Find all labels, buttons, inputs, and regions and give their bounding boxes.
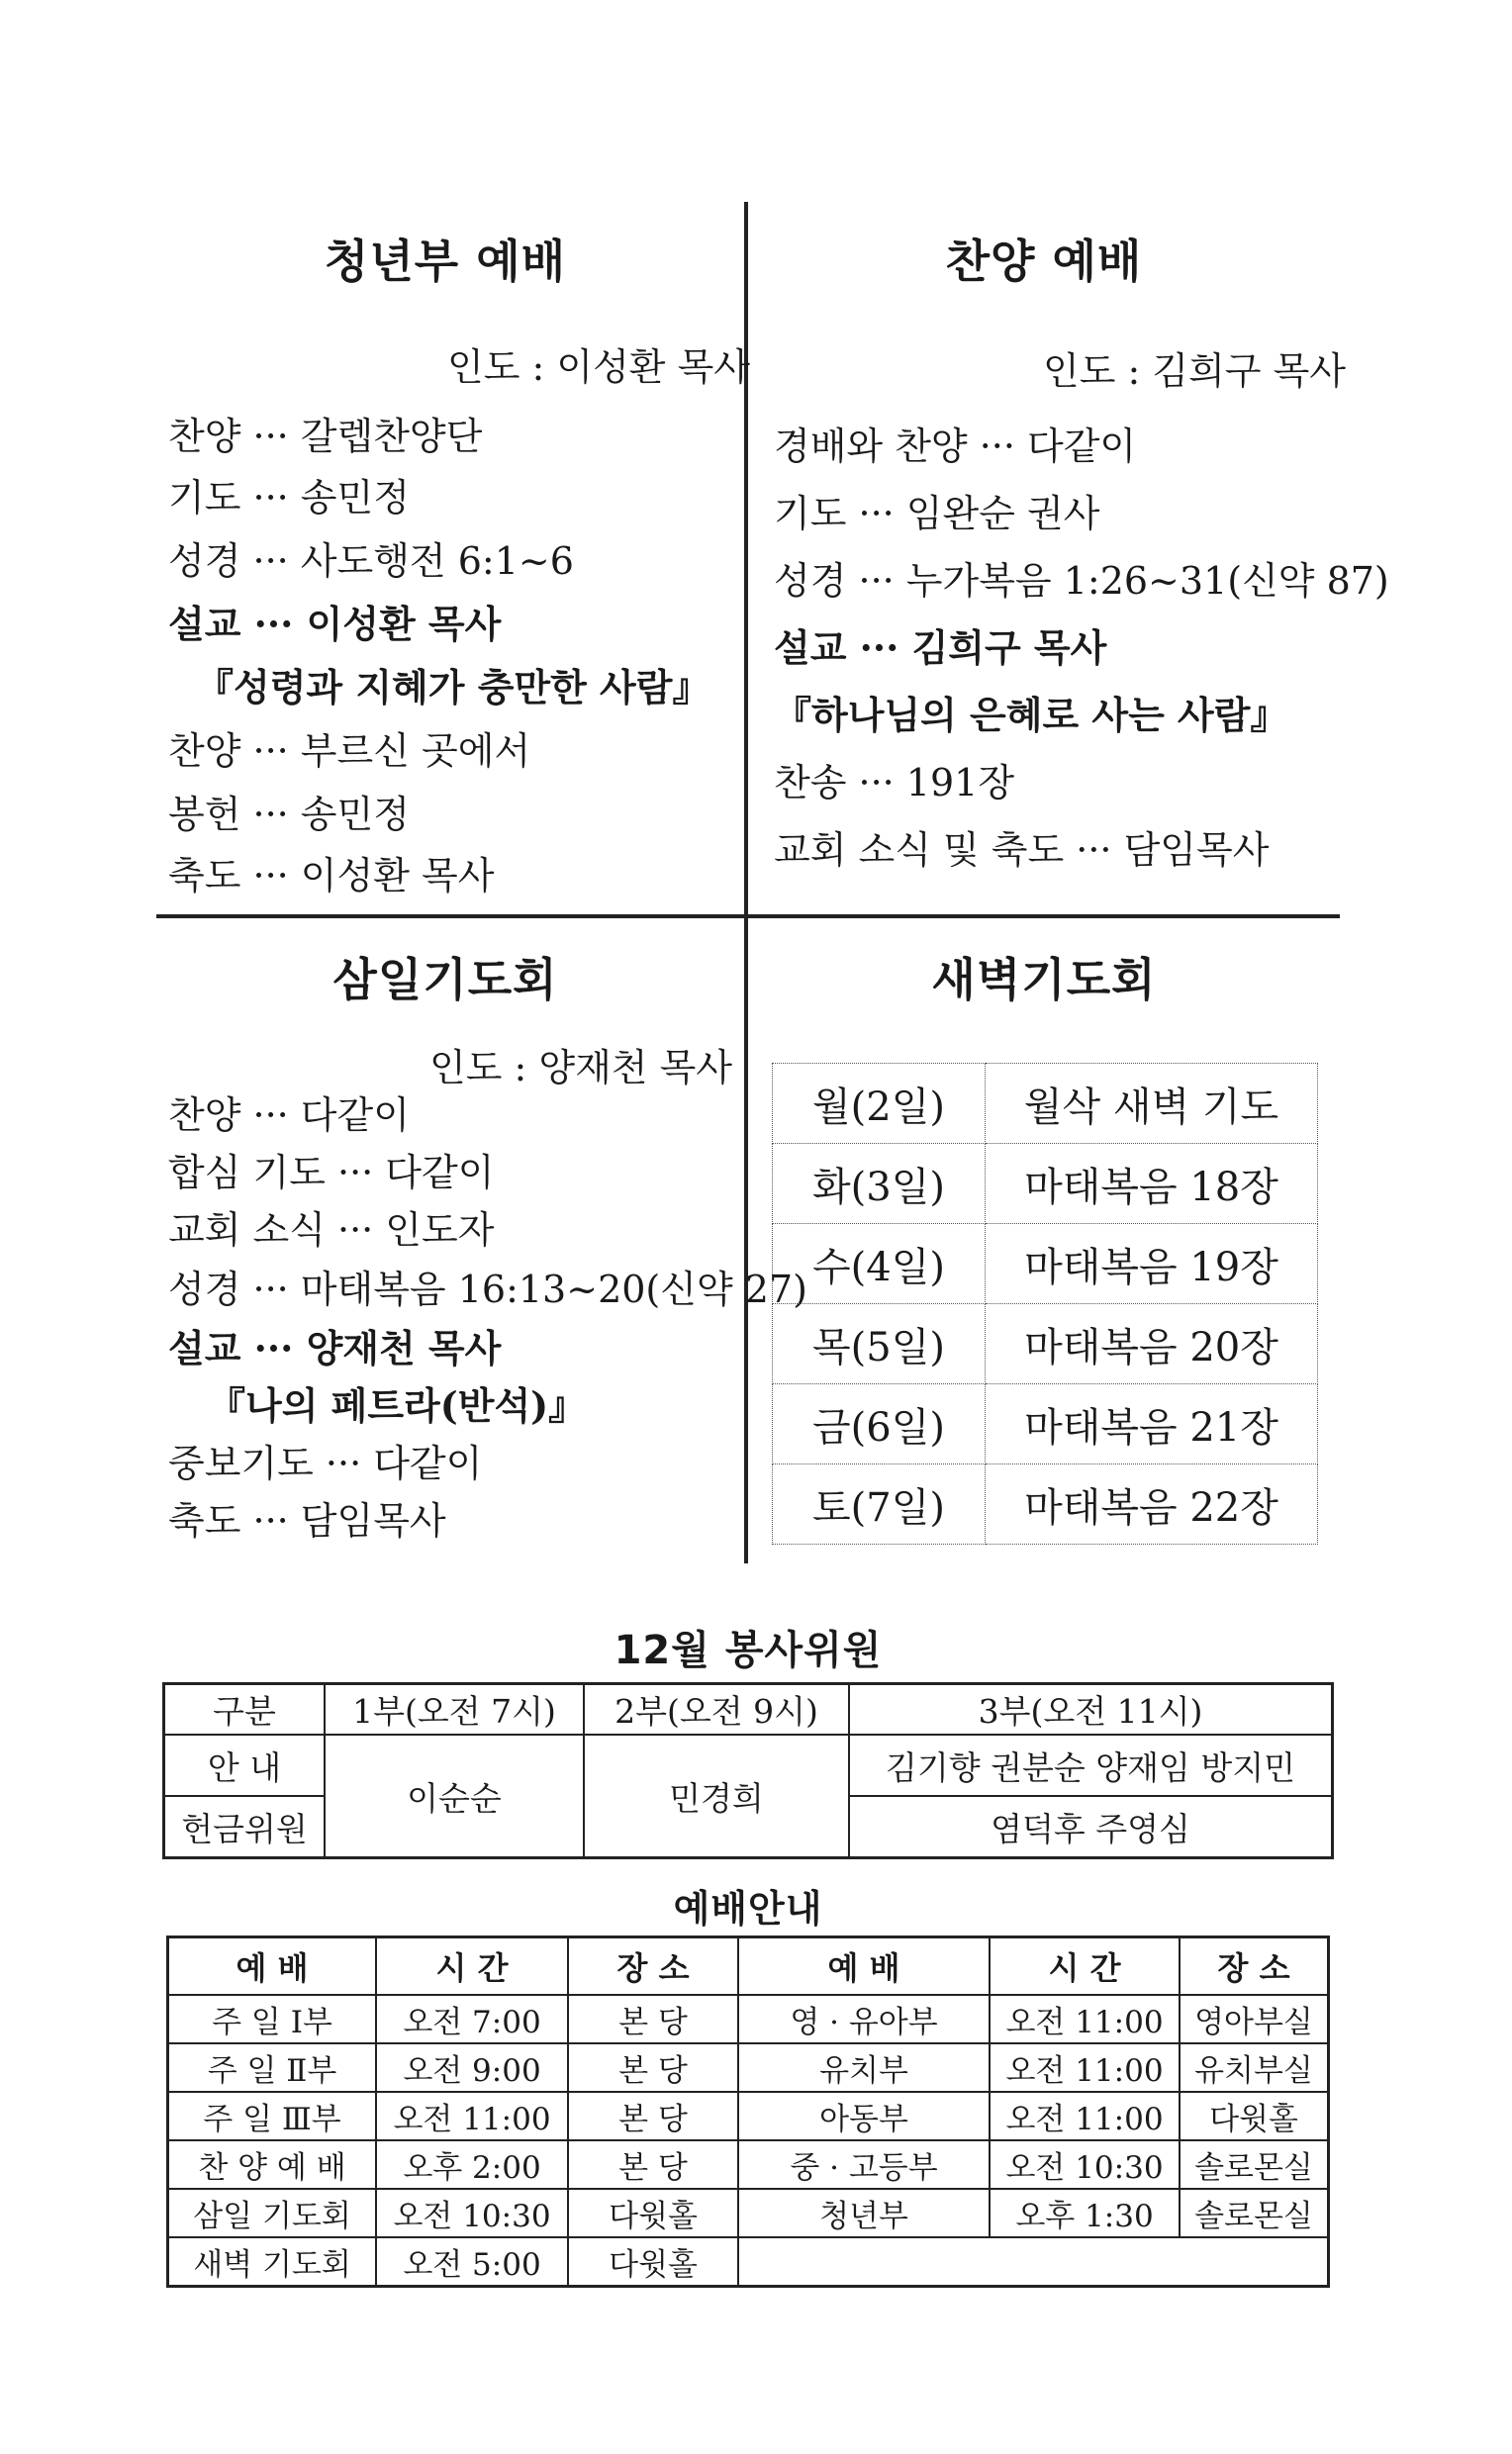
worship-empty-cell (738, 2237, 1329, 2287)
worship-name: 새벽 기도회 (168, 2237, 377, 2287)
worship-name: 찬 양 예 배 (168, 2140, 377, 2189)
worship-header: 예 배 (168, 1937, 377, 1996)
youth-line: 봉헌 ··· 송민정 (168, 793, 410, 836)
wednesday-sermon-title: 『나의 페트라(반석)』 (208, 1383, 587, 1428)
worship-title: 예배안내 (673, 1887, 823, 1931)
wednesday-line: 찬양 ··· 다같이 (168, 1093, 410, 1137)
table-row (164, 1684, 1333, 1736)
dawn-day: 목(5일) (773, 1304, 986, 1384)
dawn-day: 월(2일) (773, 1064, 986, 1144)
wednesday-line: 교회 소식 ··· 인도자 (168, 1208, 495, 1252)
worship-table (166, 1935, 1330, 2288)
worship-name: 영 · 유아부 (738, 1995, 990, 2043)
volunteers-header: 3부(오전 11시) (849, 1684, 1333, 1736)
worship-time: 오전 10:30 (990, 2140, 1180, 2189)
dawn-content: 마태복음 21장 (986, 1384, 1318, 1464)
volunteers-header: 구분 (164, 1684, 326, 1736)
volunteers-table (162, 1682, 1334, 1859)
dawn-day: 금(6일) (773, 1384, 986, 1464)
worship-header: 장 소 (1180, 1937, 1329, 1996)
wednesday-leader: 인도 : 양재천 목사 (429, 1046, 732, 1089)
dawn-day: 수(4일) (773, 1224, 986, 1304)
worship-place: 영아부실 (1180, 1995, 1329, 2043)
youth-leader: 인도 : 이성환 목사 (447, 345, 750, 389)
dawn-day: 토(7일) (773, 1464, 986, 1545)
worship-place: 본 당 (568, 1995, 738, 2043)
volunteers-header: 1부(오전 7시) (325, 1684, 584, 1736)
dawn-day: 화(3일) (773, 1144, 986, 1224)
praise-line: 설교 ··· 김희구 목사 (774, 625, 1107, 670)
table-row (773, 1224, 1318, 1304)
worship-name: 주 일 Ⅰ부 (168, 1995, 377, 2043)
praise-sermon-title: 『하나님의 은혜로 사는 사람』 (774, 693, 1288, 737)
table-row (168, 2092, 1329, 2140)
table-row (773, 1464, 1318, 1545)
worship-time: 오전 9:00 (376, 2043, 568, 2092)
table-row (773, 1304, 1318, 1384)
volunteers-third-guide: 김기향 권분순 양재임 방지민 (849, 1735, 1333, 1796)
praise-line: 경배와 찬양 ··· 다같이 (774, 425, 1137, 468)
youth-line: 설교 ··· 이성환 목사 (168, 602, 502, 646)
worship-time: 오전 11:00 (990, 2092, 1180, 2140)
worship-header: 예 배 (738, 1937, 990, 1996)
volunteers-title: 12월 봉사위원 (614, 1628, 883, 1673)
worship-name: 주 일 Ⅱ부 (168, 2043, 377, 2092)
youth-line: 축도 ··· 이성환 목사 (168, 854, 495, 897)
volunteers-third-offering: 염덕후 주영심 (849, 1796, 1333, 1858)
table-row (773, 1144, 1318, 1224)
volunteers-first: 이순순 (325, 1735, 584, 1858)
wednesday-line: 축도 ··· 담임목사 (168, 1499, 446, 1543)
praise-line: 기도 ··· 임완순 권사 (774, 492, 1100, 535)
middle-divider (156, 914, 1340, 918)
worship-name: 청년부 (738, 2189, 990, 2237)
praise-title: 찬양 예배 (945, 235, 1143, 288)
center-divider (744, 202, 748, 1563)
youth-line: 찬양 ··· 부르신 곳에서 (168, 729, 531, 773)
table-row (168, 1937, 1329, 1996)
worship-name: 삼일 기도회 (168, 2189, 377, 2237)
worship-name: 아동부 (738, 2092, 990, 2140)
worship-place: 다윗홀 (568, 2189, 738, 2237)
dawn-content: 마태복음 22장 (986, 1464, 1318, 1545)
praise-leader: 인도 : 김희구 목사 (1043, 349, 1346, 393)
worship-place: 다윗홀 (568, 2237, 738, 2287)
worship-place: 유치부실 (1180, 2043, 1329, 2092)
dawn-content: 마태복음 18장 (986, 1144, 1318, 1224)
worship-header: 장 소 (568, 1937, 738, 1996)
worship-place: 솔로몬실 (1180, 2189, 1329, 2237)
worship-header: 시 간 (990, 1937, 1180, 1996)
praise-line: 찬송 ··· 191장 (774, 761, 1015, 804)
wednesday-title: 삼일기도회 (332, 953, 558, 1006)
worship-time: 오후 2:00 (376, 2140, 568, 2189)
worship-name: 중 · 고등부 (738, 2140, 990, 2189)
wednesday-line: 성경 ··· 마태복음 16:13~20(신약 27) (168, 1268, 807, 1311)
dawn-content: 월삭 새벽 기도 (986, 1064, 1318, 1144)
worship-time: 오전 7:00 (376, 1995, 568, 2043)
volunteers-row-label: 헌금위원 (164, 1796, 326, 1858)
worship-place: 본 당 (568, 2092, 738, 2140)
worship-time: 오전 11:00 (990, 2043, 1180, 2092)
dawn-content: 마태복음 19장 (986, 1224, 1318, 1304)
table-row (168, 1995, 1329, 2043)
worship-time: 오전 11:00 (376, 2092, 568, 2140)
wednesday-line: 합심 기도 ··· 다같이 (168, 1151, 495, 1194)
volunteers-header: 2부(오전 9시) (584, 1684, 849, 1736)
table-row (773, 1064, 1318, 1144)
worship-place: 솔로몬실 (1180, 2140, 1329, 2189)
dawn-title: 새벽기도회 (931, 953, 1157, 1006)
worship-place: 본 당 (568, 2140, 738, 2189)
table-row (773, 1384, 1318, 1464)
worship-time: 오전 11:00 (990, 1995, 1180, 2043)
worship-header: 시 간 (376, 1937, 568, 1996)
youth-line: 성경 ··· 사도행전 6:1~6 (168, 539, 574, 583)
dawn-table (772, 1063, 1318, 1545)
youth-title: 청년부 예배 (324, 235, 567, 288)
table-row (168, 2189, 1329, 2237)
wednesday-line: 설교 ··· 양재천 목사 (168, 1326, 502, 1370)
worship-name: 주 일 Ⅲ부 (168, 2092, 377, 2140)
wednesday-line: 중보기도 ··· 다같이 (168, 1442, 483, 1485)
worship-time: 오후 1:30 (990, 2189, 1180, 2237)
youth-sermon-title: 『성령과 지혜가 충만한 사람』 (196, 665, 710, 709)
worship-time: 오전 10:30 (376, 2189, 568, 2237)
volunteers-row-label: 안 내 (164, 1735, 326, 1796)
praise-line: 성경 ··· 누가복음 1:26~31(신약 87) (774, 559, 1389, 603)
dawn-content: 마태복음 20장 (986, 1304, 1318, 1384)
youth-line: 기도 ··· 송민정 (168, 476, 410, 519)
table-row (168, 2043, 1329, 2092)
table-row (168, 2237, 1329, 2287)
volunteers-second: 민경희 (584, 1735, 849, 1858)
youth-line: 찬양 ··· 갈렙찬양단 (168, 415, 483, 458)
table-row (168, 2140, 1329, 2189)
worship-place: 본 당 (568, 2043, 738, 2092)
praise-line: 교회 소식 및 축도 ··· 담임목사 (774, 828, 1270, 872)
table-row (164, 1735, 1333, 1796)
worship-time: 오전 5:00 (376, 2237, 568, 2287)
worship-place: 다윗홀 (1180, 2092, 1329, 2140)
worship-name: 유치부 (738, 2043, 990, 2092)
